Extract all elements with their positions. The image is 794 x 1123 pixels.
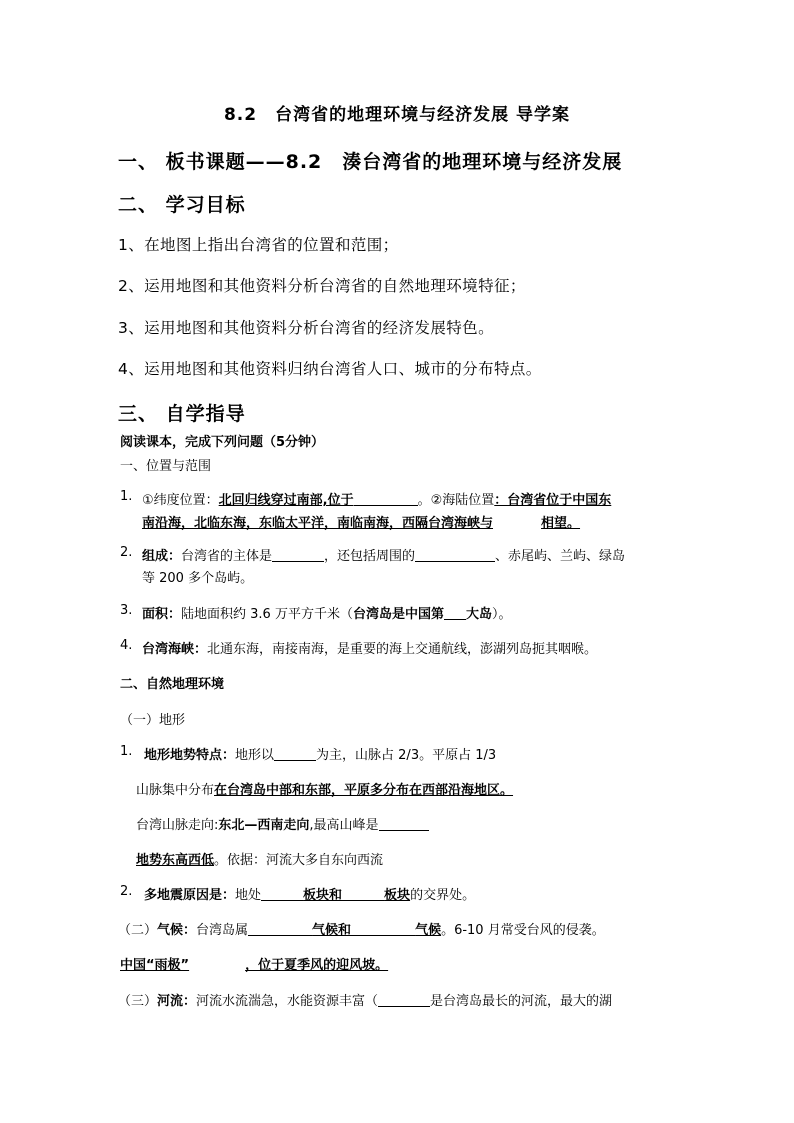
climate-text-b: 气候和	[312, 923, 352, 938]
blank-landform[interactable]	[274, 746, 316, 761]
item-1-latitude-label: ①纬度位置：	[142, 493, 219, 508]
terrain-2-text-b: 板块和	[303, 888, 343, 903]
river-label: 河流：	[157, 994, 197, 1009]
item-2-label: 组成：	[142, 549, 182, 564]
item-1-sea-text: ：台湾省位于中国东	[494, 493, 612, 508]
part-heading-natural: 二、自然地理环境	[120, 677, 225, 692]
terrain-2-text-d: 的交界处。	[410, 888, 476, 903]
terrain-1-line-3	[136, 814, 429, 833]
item-1-latitude-text: 北回归线穿过南部,位于	[218, 493, 354, 508]
item-3-text-d: ）。	[492, 607, 512, 622]
terrain-1-text-b: 为主，山脉占 2/3。平原占 1/3	[316, 748, 497, 763]
terrain-2-text-c: 板块	[384, 888, 411, 903]
river-line	[118, 990, 612, 1009]
item-2-line-1	[142, 545, 625, 564]
terrain-1-text-g: ,最高山峰是	[309, 818, 379, 833]
item-1-line-1	[142, 489, 611, 508]
item-3-number: 3.	[120, 603, 133, 618]
item-2-text-c: 、赤尾屿、兰屿、绿岛	[495, 549, 626, 564]
blank-highest-peak[interactable]	[379, 816, 429, 831]
item-4-line	[142, 638, 597, 657]
blank-longest-river[interactable]	[378, 992, 430, 1007]
item-3-text-a: 陆地面积约 3.6 万平方千米（	[181, 607, 353, 622]
item-4-text: 北通东海，南接南海，是重要的海上交通航线，澎湖列岛扼其咽喉。	[207, 642, 598, 657]
item-4-label: 台湾海峡：	[142, 642, 208, 657]
section-heading-3: 三、 自学指导	[118, 403, 246, 425]
terrain-1-label: 地形地势特点：	[144, 748, 236, 763]
page-title: 8.2 台湾省的地理环境与经济发展 导学案	[223, 105, 571, 125]
objective-4: 4、运用地图和其他资料归纳台湾省人口、城市的分布特点。	[118, 360, 542, 378]
item-2-text-b: ，还包括周围的	[324, 549, 416, 564]
blank-climate-1[interactable]	[248, 921, 312, 936]
item-1-sea-text-2: 南沿海，北临东海，东临太平洋，南临南海，西隔台湾海峡与	[142, 516, 494, 531]
section-heading-2: 二、 学习目标	[118, 194, 246, 216]
climate-label: 气候：	[157, 923, 197, 938]
blank-surrounding-islands[interactable]	[415, 547, 495, 562]
objective-3: 3、运用地图和其他资料分析台湾省的经济发展特色。	[118, 319, 494, 337]
rain-pole-line	[120, 954, 388, 973]
terrain-1-line-4	[136, 849, 383, 868]
part-heading-location: 一、位置与范围	[120, 459, 212, 474]
terrain-1-text-i: 。依据：河流大多自东向西流	[214, 853, 384, 868]
item-1-sea-text-3: 相望。	[541, 516, 581, 531]
section-heading-1: 一、 板书课题——8.2 湊台湾省的地理环境与经济发展	[118, 151, 623, 173]
item-1-sea-label: 。②海陆位置	[417, 493, 495, 508]
blank-latitude[interactable]	[354, 491, 418, 506]
blank-island-rank[interactable]	[444, 605, 466, 620]
climate-prefix: （二）	[118, 923, 158, 938]
rain-pole-text: ，位于夏季风的迎风坡。	[245, 958, 389, 973]
item-4-number: 4.	[120, 638, 133, 653]
climate-text-d: 。6-10 月常受台风的侵袭。	[441, 923, 605, 938]
blank-plate-2[interactable]	[342, 886, 384, 901]
terrain-1-text-d: 在台湾岛中部和东部，平原多分布在西部沿海地区。	[214, 783, 514, 798]
terrain-1-text-e: 台湾山脉走向:	[136, 818, 219, 833]
terrain-2-text-a: 地处	[235, 888, 262, 903]
terrain-2-label: 多地震原因是：	[144, 888, 236, 903]
item-1-line-2	[142, 512, 580, 531]
terrain-1-text-f: 东北—西南走向	[218, 818, 310, 833]
subheading-terrain: （一）地形	[120, 713, 186, 728]
terrain-1-text-a: 地形以	[235, 748, 275, 763]
river-text-a: 河流水流湍急，水能资源丰富（	[196, 994, 379, 1009]
climate-text-c: 气候	[415, 923, 442, 938]
terrain-1-line-1	[144, 744, 496, 763]
blank-main-island[interactable]	[272, 547, 324, 562]
item-3-label: 面积：	[142, 607, 182, 622]
item-2-line-2: 等 200 多个岛屿。	[142, 571, 254, 586]
terrain-1-text-c: 山脉集中分布	[136, 783, 215, 798]
blank-climate-2[interactable]	[351, 921, 415, 936]
objective-1: 1、在地图上指出台湾省的位置和范围；	[118, 236, 399, 254]
climate-text-a: 台湾岛属	[196, 923, 249, 938]
river-text-b: 是台湾岛最长的河流，最大的湖	[430, 994, 613, 1009]
blank-plate-1[interactable]	[261, 886, 303, 901]
terrain-1-line-2	[136, 779, 513, 798]
item-2-text-a: 台湾省的主体是	[181, 549, 273, 564]
item-1-number: 1.	[120, 489, 133, 504]
terrain-2-line	[144, 884, 475, 903]
reading-prompt: 阅读课本，完成下列问题（5分钟）	[120, 435, 325, 450]
item-3-text-c: 大岛	[465, 607, 492, 622]
terrain-1-text-h: 地势东高西低	[136, 853, 215, 868]
item-3-line	[142, 603, 512, 622]
climate-line	[118, 919, 605, 938]
terrain-2-number: 2.	[120, 884, 133, 899]
terrain-1-number: 1.	[120, 744, 133, 759]
item-3-text-b: 台湾岛是中国第	[352, 607, 444, 622]
objective-2: 2、运用地图和其他资料分析台湾省的自然地理环境特征；	[118, 277, 526, 295]
item-2-number: 2.	[120, 545, 133, 560]
rain-pole-label: 中国“雨极”	[120, 958, 190, 973]
river-prefix: （三）	[118, 994, 158, 1009]
